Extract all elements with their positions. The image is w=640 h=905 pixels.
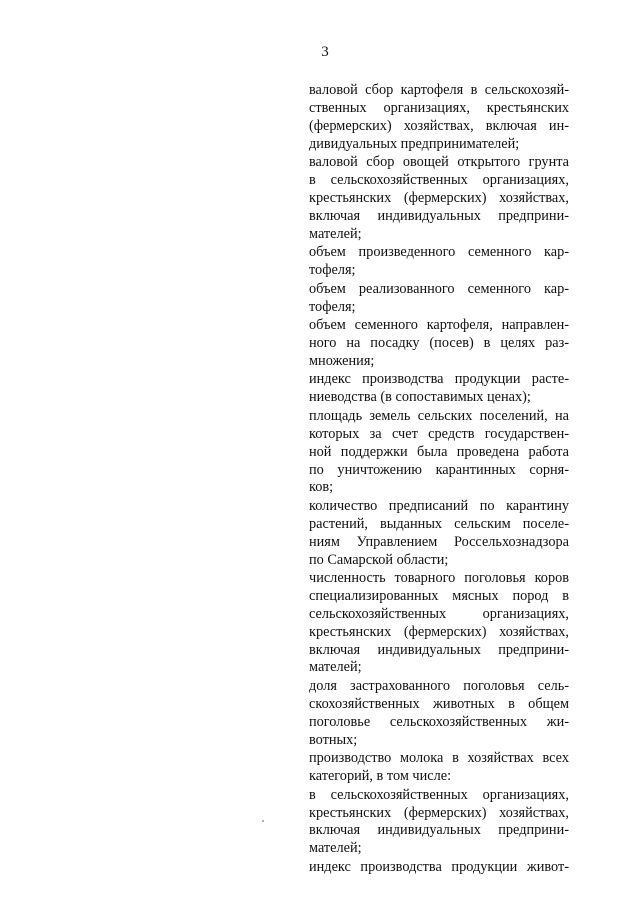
text-line: индекс производства продукции живот- — [309, 858, 569, 875]
text-line: тофеля; — [309, 298, 356, 315]
text-line: по Самарской области; — [309, 551, 449, 568]
text-line: тофеля; — [309, 262, 356, 279]
list-item — [309, 787, 569, 858]
text-line: количество предписаний по карантину — [309, 497, 569, 514]
scan-speck — [262, 820, 264, 822]
text-line: ков; — [309, 479, 334, 496]
list-item — [309, 371, 569, 407]
text-line: (фермерских) хозяйствах, включая ин- — [309, 117, 569, 134]
text-line: категорий, в том числе: — [309, 768, 452, 785]
text-line: растений, выданных сельским поселе- — [309, 515, 569, 532]
text-line: крестьянских (фермерских) хозяйствах, — [309, 804, 569, 821]
text-line: специализированных мясных пород в — [309, 588, 569, 604]
text-line: ниям Управлением Россельхознадзора — [309, 533, 569, 550]
list-item — [309, 570, 569, 677]
text-line: ного на посадку (посев) в целях раз- — [309, 335, 569, 351]
text-line: валовой сбор картофеля в сельскохозяй- — [309, 82, 569, 98]
text-line: доля застрахованного поголовья сель- — [309, 678, 569, 695]
list-item — [309, 317, 569, 371]
text-line: численность товарного поголовья коров — [309, 570, 569, 587]
text-line: включая индивидуальных предприни- — [309, 822, 569, 839]
text-line: ной поддержки была проведена работа — [309, 443, 569, 460]
text-line: поголовье сельскохозяйственных жи- — [309, 713, 569, 730]
text-line: множения; — [309, 352, 375, 369]
list-item — [309, 498, 569, 569]
text-line: производство молока в хозяйствах всех — [309, 750, 569, 767]
list-item — [309, 750, 569, 786]
text-line: валовой сбор овощей открытого грунта — [309, 154, 569, 171]
text-line: объем семенного картофеля, направлен- — [309, 317, 569, 334]
list-item — [309, 82, 569, 153]
list-item — [309, 408, 569, 497]
text-line: по уничтожению карантинных сорня- — [309, 461, 569, 478]
text-line: ниеводства (в сопоставимых ценах); — [309, 389, 531, 406]
text-line: мателей; — [309, 840, 362, 857]
list-item — [309, 859, 569, 877]
text-line: в сельскохозяйственных организациях, — [309, 172, 569, 189]
text-line: скохозяйственных животных в общем — [309, 695, 569, 712]
text-line: в сельскохозяйственных организациях, — [309, 786, 569, 803]
text-line: которых за счет средств государствен- — [309, 425, 569, 442]
list-item — [309, 281, 569, 317]
text-line: мателей; — [309, 659, 362, 676]
text-line: крестьянских (фермерских) хозяйствах, — [309, 189, 569, 206]
text-line: включая индивидуальных предприни- — [309, 207, 569, 224]
text-line: площадь земель сельских поселений, на — [309, 407, 569, 424]
document-body — [309, 82, 569, 877]
text-line: сельскохозяйственных организациях, — [309, 605, 569, 622]
text-line: объем реализованного семенного кар- — [309, 280, 569, 297]
text-line: индекс производства продукции расте- — [309, 371, 569, 388]
list-item — [309, 678, 569, 749]
list-item — [309, 244, 569, 280]
text-line: вотных; — [309, 731, 358, 748]
list-item — [309, 154, 569, 243]
page-number: 3 — [321, 44, 329, 60]
text-line: мателей; — [309, 225, 362, 242]
text-line: крестьянских (фермерских) хозяйствах, — [309, 623, 569, 640]
text-line: дивидуальных предпринимателей; — [309, 135, 520, 152]
text-line: объем произведенного семенного кар- — [309, 244, 569, 261]
text-line: ственных организациях, крестьянских — [309, 99, 569, 116]
text-line: включая индивидуальных предприни- — [309, 641, 569, 658]
